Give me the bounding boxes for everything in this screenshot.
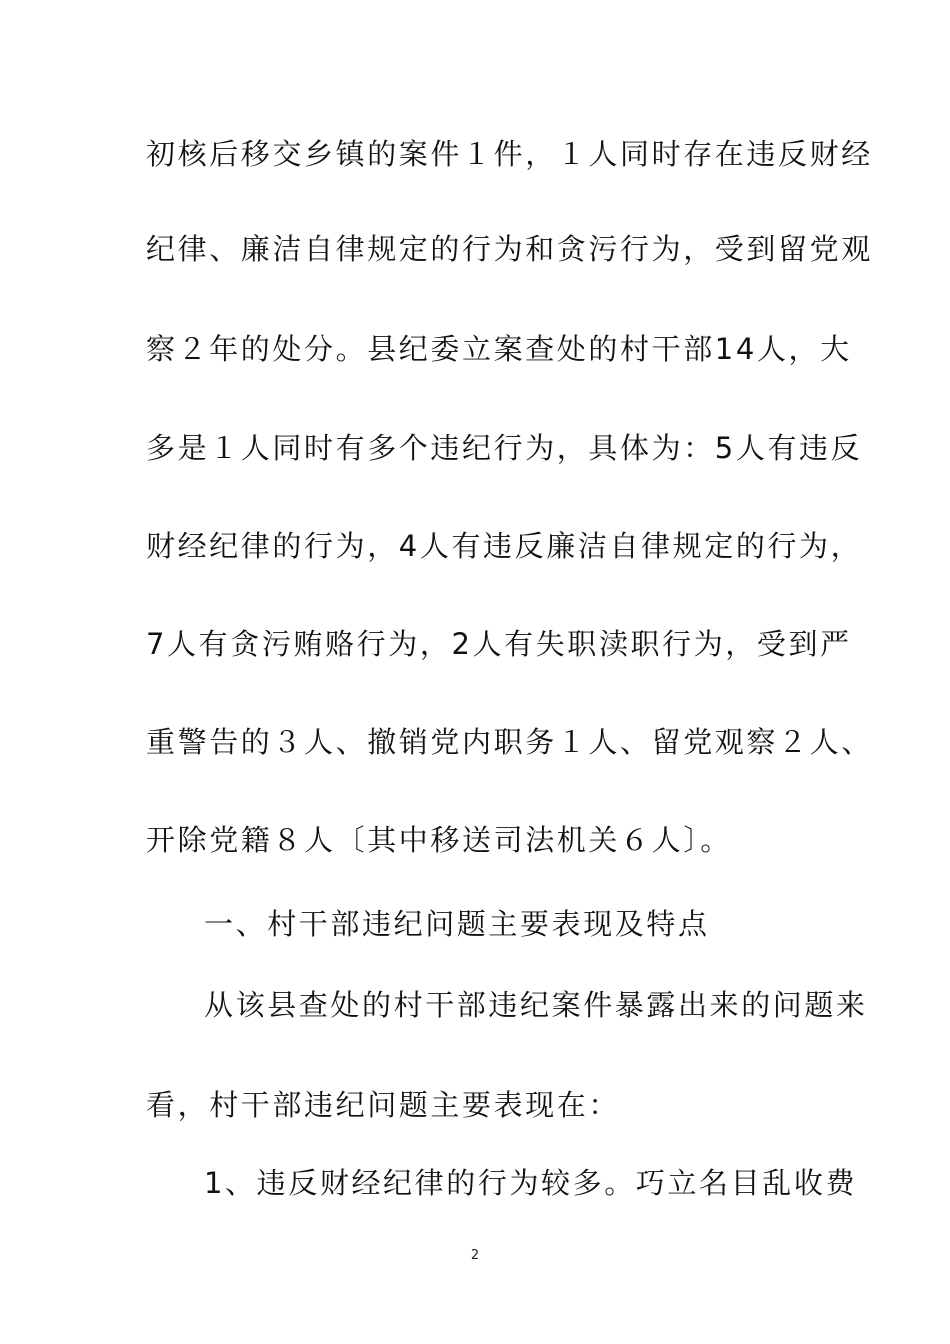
paragraph-line-1: 从该县查处的村干部违纪案件暴露出来的问题来: [204, 988, 868, 1022]
list-item-1: 1、违反财经纪律的行为较多。巧立名目乱收费: [204, 1166, 858, 1200]
paragraph-line-2: 看，村干部违纪问题主要表现在：: [146, 1088, 621, 1122]
section-heading: 一、村干部违纪问题主要表现及特点: [204, 907, 710, 941]
text-line-4: 多是１人同时有多个违纪行为，具体为：5人有违反: [146, 431, 863, 465]
text-line-6: 7人有贪污贿赂行为，2人有失职渎职行为，受到严: [146, 627, 852, 661]
page-number: 2: [470, 1248, 480, 1263]
text-line-7: 重警告的３人、撤销党内职务１人、留党观察２人、: [146, 725, 873, 759]
text-line-8: 开除党籍８人〔其中移送司法机关６人〕。: [146, 823, 732, 857]
text-line-2: 纪律、廉洁自律规定的行为和贪污行为，受到留党观: [146, 232, 873, 266]
text-line-5: 财经纪律的行为，4人有违反廉洁自律规定的行为，: [146, 529, 863, 563]
text-line-1: 初核后移交乡镇的案件１件，１人同时存在违反财经: [146, 137, 873, 171]
text-line-3: 察２年的处分。县纪委立案查处的村干部14人，大: [146, 332, 852, 366]
